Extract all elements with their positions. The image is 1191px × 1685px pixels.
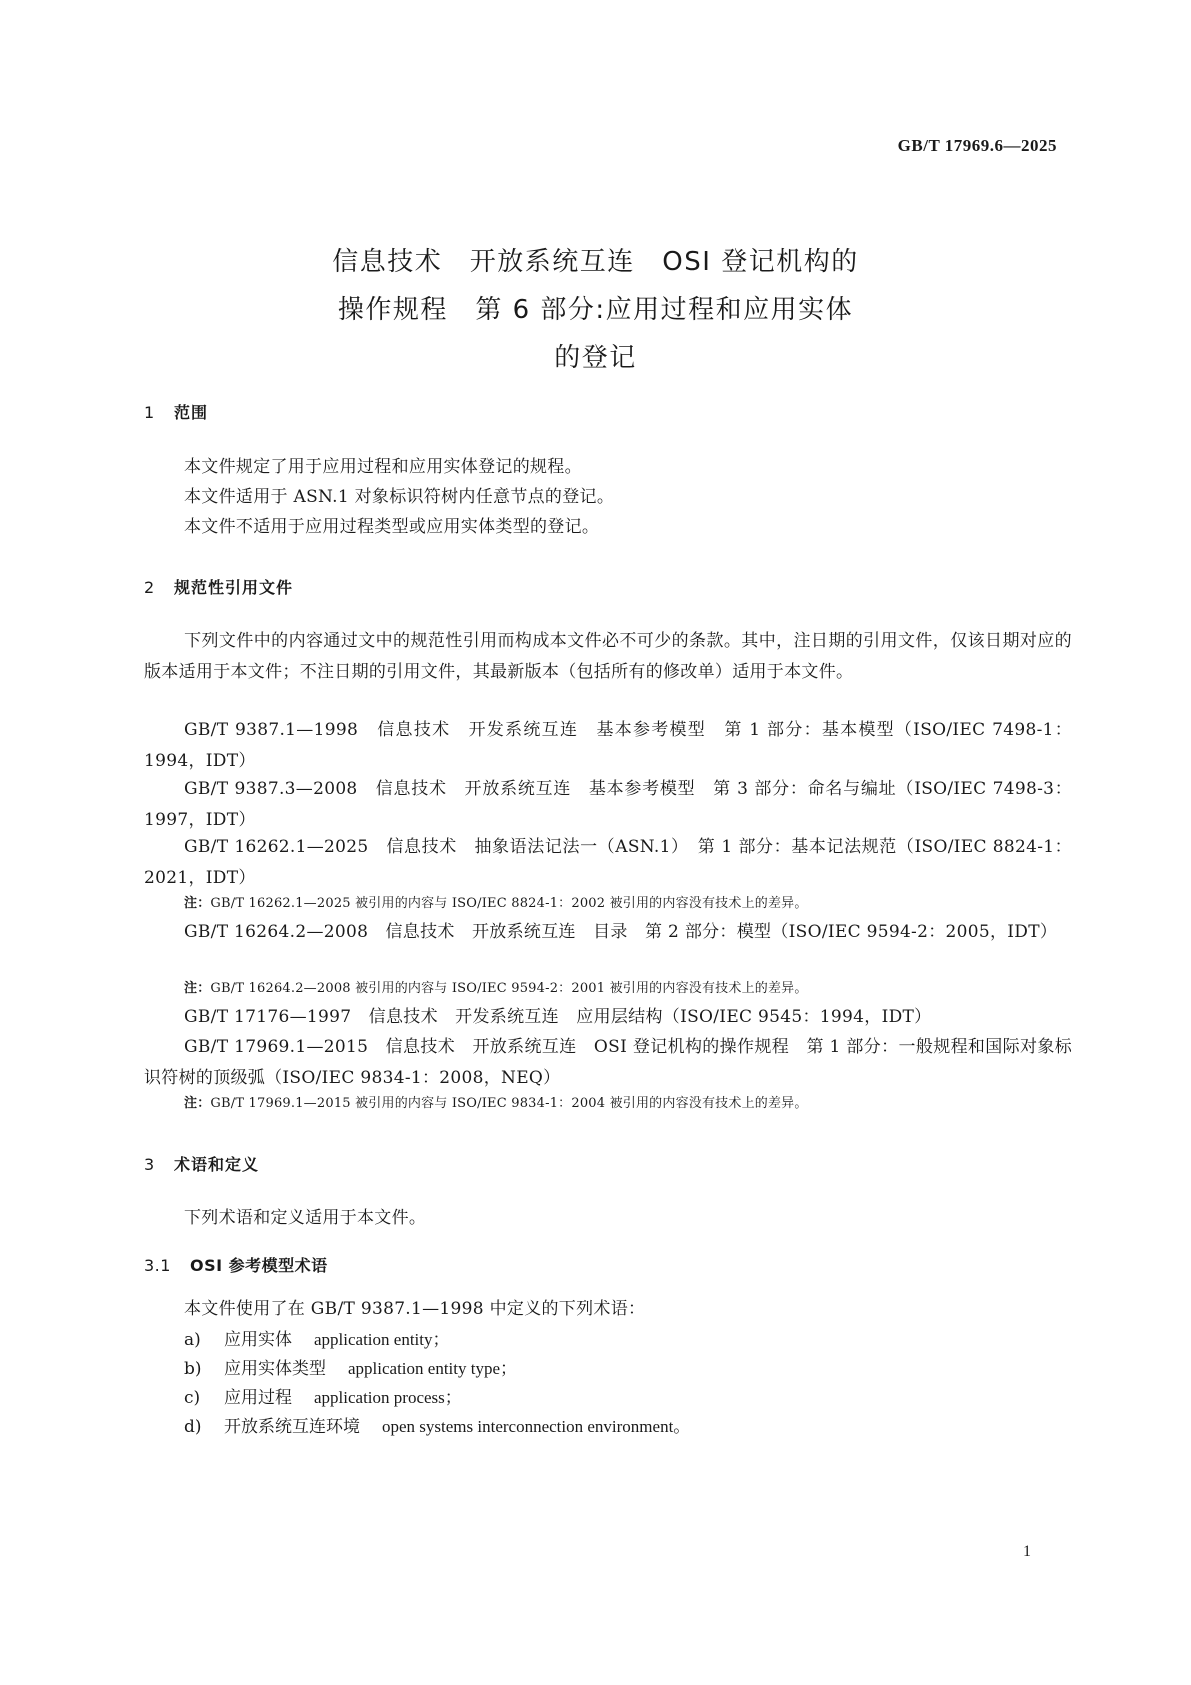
note — [184, 1094, 808, 1114]
list-item — [184, 1325, 450, 1355]
subsection-3-1-heading — [144, 1253, 328, 1276]
section-title: 术语和定义 — [174, 1155, 260, 1174]
list-marker: a) — [184, 1330, 201, 1350]
term-zh: 应用过程 — [224, 1388, 292, 1408]
term-zh: 应用实体类型 — [224, 1359, 326, 1379]
note-text: GB/T 17969.1—2015 被引用的内容与 ISO/IEC 9834-1：2004 被引用的内容没有技术上的差异。 — [210, 1096, 808, 1111]
title-line-1: 信息技术 开放系统互连 OSI 登记机构的 — [332, 247, 859, 277]
note-label: 注： — [184, 1096, 211, 1111]
term-en: application entity； — [314, 1330, 450, 1349]
paragraph: 本文件规定了用于应用过程和应用实体登记的规程。 — [184, 457, 582, 477]
reference-text: GB/T 17176—1997 信息技术 开发系统互连 应用层结构（ISO/IEC 9545：1994，IDT） — [184, 1007, 932, 1027]
reference-text: GB/T 9387.3—2008 信息技术 开放系统互连 基本参考模型 第 3 部分：命名与编址（ISO/IEC 7498-3：1997，IDT） — [144, 779, 1072, 830]
list-item — [184, 1412, 690, 1442]
note-label: 注： — [184, 896, 211, 911]
section-number: 1 — [144, 403, 156, 422]
section-title: 规范性引用文件 — [174, 578, 294, 597]
section-2-heading — [144, 575, 293, 598]
reference-item — [144, 832, 1072, 894]
term-en: application entity type； — [348, 1359, 518, 1378]
reference-text: GB/T 17969.1—2015 信息技术 开放系统互连 OSI 登记机构的操作规程 第 1 部分：一般规程和国际对象标识符树的顶级弧（ISO/IEC 9834-1：2008，NEQ） — [144, 1037, 1072, 1088]
reference-item — [144, 715, 1072, 777]
subsection-number: 3.1 — [144, 1256, 171, 1275]
list-marker: b) — [184, 1359, 202, 1379]
reference-item — [144, 1032, 1072, 1094]
reference-item — [144, 774, 1072, 836]
list-item — [184, 1383, 462, 1413]
paragraph: 本文件不适用于应用过程类型或应用实体类型的登记。 — [184, 517, 600, 537]
note — [184, 894, 808, 914]
section-number: 3 — [144, 1155, 156, 1174]
term-zh: 开放系统互连环境 — [224, 1417, 360, 1437]
reference-text: GB/T 16262.1—2025 信息技术 抽象语法记法一（ASN.1） 第 1 部分：基本记法规范（ISO/IEC 8824-1：2021，IDT） — [144, 837, 1072, 888]
reference-text: GB/T 16264.2—2008 信息技术 开放系统互连 目录 第 2 部分：模型（ISO/IEC 9594-2：2005，IDT） — [184, 922, 1058, 942]
paragraph: 下列术语和定义适用于本文件。 — [184, 1208, 427, 1228]
note-label: 注： — [184, 981, 211, 996]
reference-text: GB/T 9387.1—1998 信息技术 开发系统互连 基本参考模型 第 1 部分：基本模型（ISO/IEC 7498-1：1994，IDT） — [144, 720, 1072, 771]
note — [184, 979, 808, 999]
list-marker: d) — [184, 1417, 202, 1437]
paragraph — [144, 626, 1072, 688]
intro-text: 下列文件中的内容通过文中的规范性引用而构成本文件必不可少的条款。其中，注日期的引用文件，仅该日期对应的版本适用于本文件；不注日期的引用文件，其最新版本（包括所有的修改单）适用于本文件。 — [144, 631, 1072, 682]
list-item — [184, 1354, 517, 1384]
paragraph: 本文件适用于 ASN.1 对象标识符树内任意节点的登记。 — [184, 487, 615, 507]
document-title — [0, 238, 1191, 382]
standard-number: GB/T 17969.6—2025 — [897, 136, 1057, 155]
term-en: open systems interconnection environment。 — [382, 1417, 691, 1436]
title-line-2: 操作规程 第 6 部分:应用过程和应用实体 — [337, 295, 854, 325]
title-line-3: 的登记 — [554, 343, 637, 373]
section-3-heading — [144, 1152, 259, 1175]
term-zh: 应用实体 — [224, 1330, 292, 1350]
section-title: 范围 — [174, 403, 209, 422]
term-en: application process； — [314, 1388, 462, 1407]
page-number: 1 — [1023, 1543, 1031, 1560]
subsection-title: OSI 参考模型术语 — [190, 1256, 328, 1275]
section-1-heading — [144, 400, 208, 423]
list-marker: c) — [184, 1388, 201, 1408]
note-text: GB/T 16264.2—2008 被引用的内容与 ISO/IEC 9594-2：2001 被引用的内容没有技术上的差异。 — [210, 981, 808, 996]
section-number: 2 — [144, 578, 156, 597]
note-text: GB/T 16262.1—2025 被引用的内容与 ISO/IEC 8824-1：2002 被引用的内容没有技术上的差异。 — [210, 896, 808, 911]
paragraph: 本文件使用了在 GB/T 9387.1—1998 中定义的下列术语： — [184, 1299, 646, 1319]
reference-item — [144, 917, 1072, 948]
reference-item — [144, 1002, 1072, 1033]
